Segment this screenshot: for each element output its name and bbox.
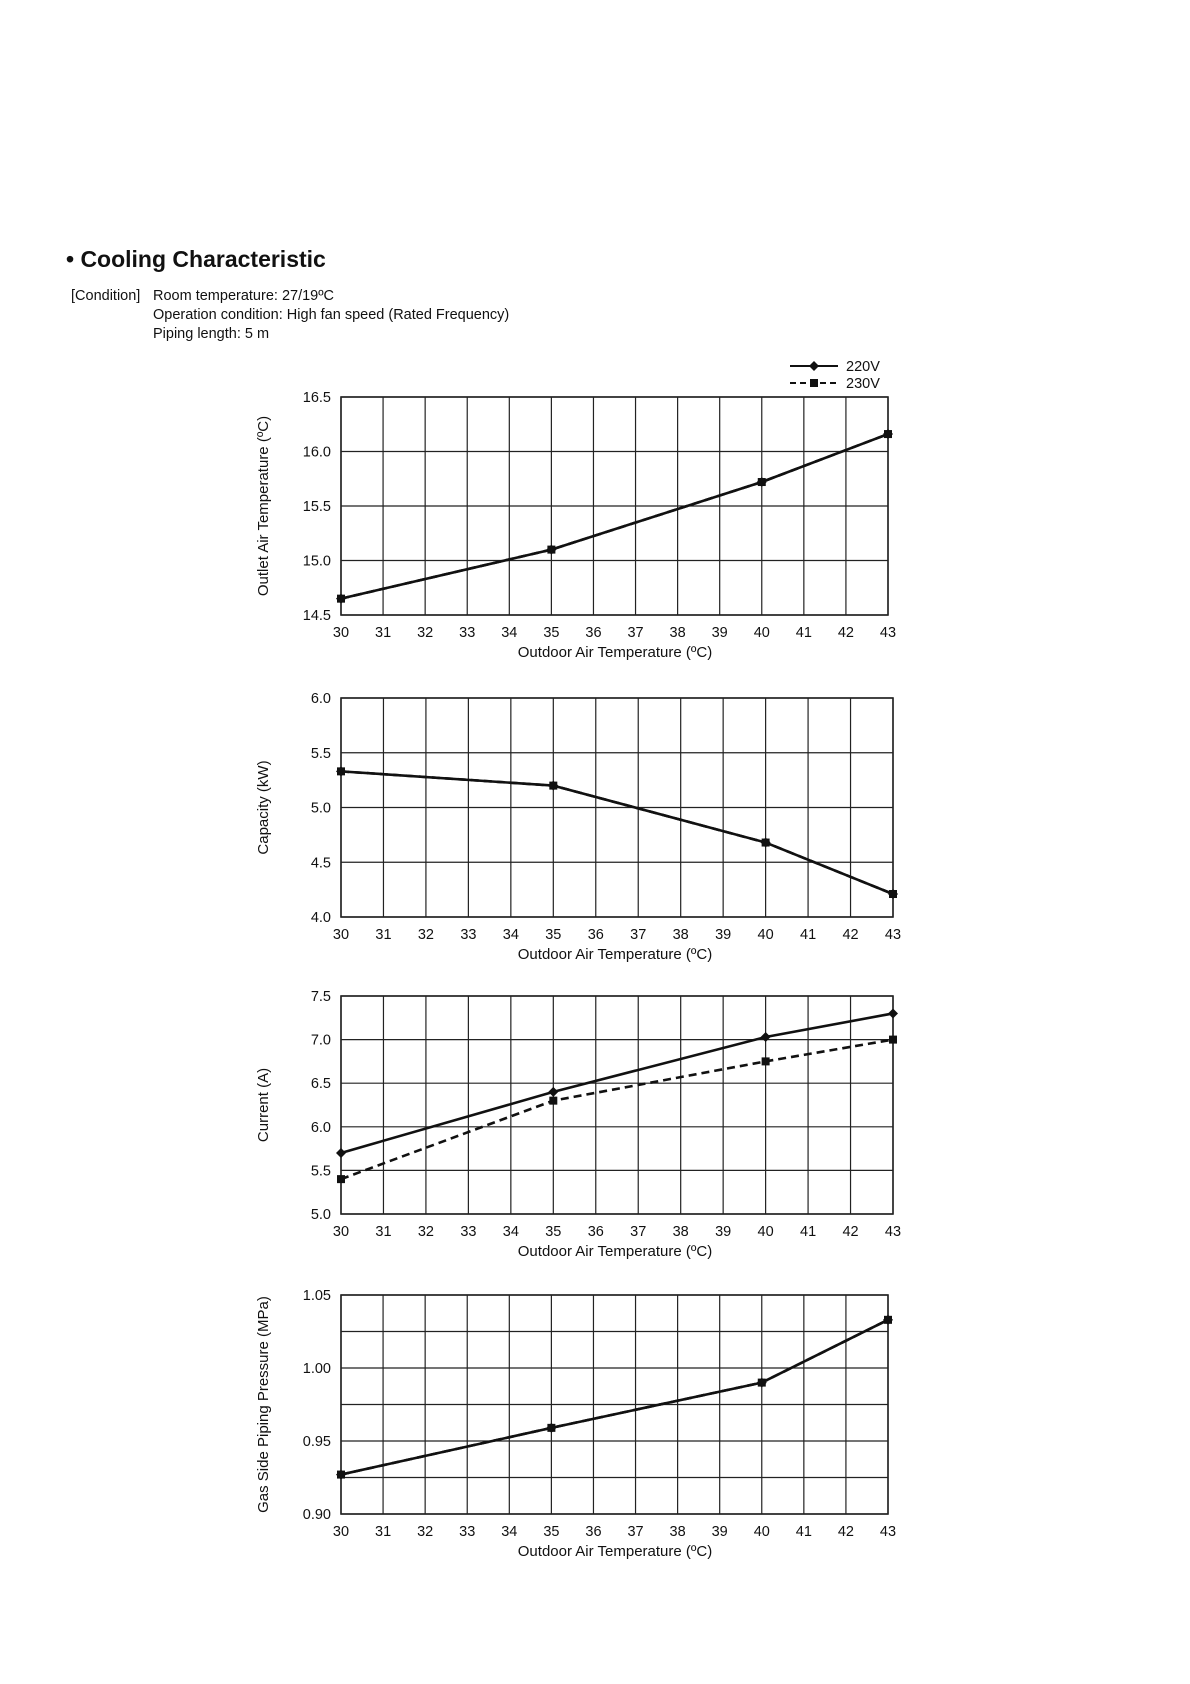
x-tick-label: 32 [417, 625, 434, 641]
y-tick-label: 5.0 [310, 1207, 331, 1223]
x-tick-label: 37 [630, 1224, 647, 1240]
legend-marker-220v [809, 361, 819, 371]
condition-room-temperature: Room temperature: 27/19ºC [153, 288, 334, 304]
chart-1 [255, 390, 896, 661]
x-tick-label: 35 [543, 625, 560, 641]
x-tick-label: 32 [417, 1224, 434, 1240]
condition-piping-length: Piping length: 5 m [153, 326, 270, 342]
series-line-220v [341, 771, 893, 894]
y-tick-label: 16.5 [302, 390, 331, 406]
y-tick-label: 4.0 [310, 910, 331, 926]
condition-label: [Condition] [71, 288, 141, 304]
x-axis-label: Outdoor Air Temperature (ºC) [517, 946, 713, 963]
x-tick-label: 32 [417, 927, 434, 943]
x-tick-label: 38 [669, 1524, 686, 1540]
x-tick-label: 34 [502, 927, 519, 943]
y-axis-label: Capacity (kW) [255, 760, 272, 855]
x-tick-label: 34 [501, 1524, 518, 1540]
x-tick-label: 36 [585, 625, 602, 641]
y-tick-label: 7.0 [310, 1032, 331, 1049]
x-tick-label: 41 [795, 1524, 812, 1540]
y-tick-label: 1.00 [302, 1361, 331, 1377]
x-tick-label: 39 [715, 1224, 732, 1240]
x-tick-label: 38 [672, 1224, 689, 1240]
x-tick-label: 35 [545, 927, 562, 943]
x-tick-label: 43 [884, 927, 902, 943]
x-tick-label: 31 [375, 927, 392, 943]
x-tick-label: 43 [879, 625, 897, 641]
x-tick-label: 37 [630, 927, 647, 943]
y-tick-label: 0.90 [302, 1507, 331, 1523]
x-tick-label: 35 [543, 1524, 560, 1540]
series-line-220v [341, 434, 888, 599]
x-tick-label: 36 [587, 1224, 604, 1240]
x-tick-label: 40 [757, 1224, 774, 1240]
chart-legend [790, 359, 880, 392]
x-tick-label: 41 [795, 625, 812, 641]
series-line-230v [341, 1040, 893, 1180]
x-tick-label: 35 [545, 1224, 562, 1240]
y-tick-label: 4.5 [310, 855, 331, 872]
x-tick-label: 31 [375, 1524, 392, 1540]
data-point-220v [336, 1148, 346, 1158]
series-line-230v [341, 434, 888, 599]
x-tick-label: 42 [837, 625, 854, 641]
x-tick-label: 37 [627, 625, 644, 641]
x-tick-label: 38 [672, 927, 689, 943]
x-tick-label: 30 [332, 625, 350, 641]
x-tick-label: 39 [715, 927, 732, 943]
x-tick-label: 30 [332, 1224, 350, 1240]
y-axis-label: Outlet Air Temperature (ºC) [255, 415, 272, 597]
x-tick-label: 42 [842, 1224, 859, 1240]
x-tick-label: 36 [587, 927, 604, 943]
x-tick-label: 41 [800, 1224, 817, 1240]
y-tick-label: 0.95 [302, 1434, 331, 1450]
condition-operation: Operation condition: High fan speed (Rated Frequency) [153, 307, 510, 323]
x-tick-label: 37 [627, 1524, 644, 1540]
data-point-220v [888, 1008, 898, 1018]
y-tick-label: 1.05 [302, 1288, 331, 1304]
x-tick-label: 39 [711, 1524, 728, 1540]
x-tick-label: 40 [753, 625, 770, 641]
chart-2 [255, 691, 901, 963]
legend-label-220v: 220V [846, 359, 880, 375]
x-tick-label: 31 [375, 1224, 392, 1240]
chart-4 [255, 1288, 896, 1560]
y-tick-label: 5.5 [310, 745, 331, 762]
y-axis-label: Gas Side Piping Pressure (MPa) [255, 1296, 272, 1513]
page-title: • Cooling Characteristic [66, 246, 326, 272]
x-tick-label: 34 [501, 625, 518, 641]
x-tick-label: 32 [417, 1524, 434, 1540]
y-axis-label: Current (A) [255, 1067, 272, 1143]
y-tick-label: 6.5 [310, 1076, 331, 1093]
y-tick-label: 6.0 [310, 691, 331, 707]
x-tick-label: 40 [757, 927, 774, 943]
x-tick-label: 34 [502, 1224, 519, 1240]
x-tick-label: 38 [669, 625, 686, 641]
data-point-230v [889, 1036, 897, 1044]
x-axis-label: Outdoor Air Temperature (ºC) [517, 1543, 713, 1560]
x-tick-label: 33 [459, 625, 476, 641]
y-tick-label: 7.5 [310, 989, 331, 1005]
chart-3 [255, 989, 901, 1260]
x-tick-label: 42 [837, 1524, 854, 1540]
y-tick-label: 14.5 [302, 608, 331, 624]
data-point-220v [548, 1087, 558, 1097]
x-tick-label: 41 [800, 927, 817, 943]
x-tick-label: 39 [711, 625, 728, 641]
y-tick-label: 6.0 [310, 1119, 331, 1136]
x-axis-label: Outdoor Air Temperature (ºC) [517, 644, 713, 661]
data-point-220v [761, 1032, 771, 1042]
y-tick-label: 16.0 [302, 444, 331, 461]
x-tick-label: 36 [585, 1524, 602, 1540]
x-tick-label: 30 [332, 1524, 350, 1540]
data-point-230v [549, 1097, 557, 1105]
y-tick-label: 15.5 [302, 499, 331, 515]
series-line-220v [341, 1320, 888, 1475]
data-point-230v [337, 1175, 345, 1183]
y-tick-label: 15.0 [302, 553, 331, 570]
y-tick-label: 5.0 [310, 800, 331, 817]
data-point-230v [762, 1057, 770, 1065]
legend-marker-230v [810, 379, 818, 387]
x-tick-label: 33 [459, 1524, 476, 1540]
x-tick-label: 33 [460, 927, 477, 943]
x-tick-label: 40 [753, 1524, 770, 1540]
legend-label-230v: 230V [846, 376, 880, 392]
x-tick-label: 43 [879, 1524, 897, 1540]
series-line-230v [341, 771, 893, 894]
x-tick-label: 31 [375, 625, 392, 641]
x-axis-label: Outdoor Air Temperature (ºC) [517, 1243, 713, 1260]
x-tick-label: 33 [460, 1224, 477, 1240]
x-tick-label: 42 [842, 927, 859, 943]
x-tick-label: 43 [884, 1224, 902, 1240]
series-line-230v [341, 1320, 888, 1475]
x-tick-label: 30 [332, 927, 350, 943]
y-tick-label: 5.5 [310, 1163, 331, 1180]
